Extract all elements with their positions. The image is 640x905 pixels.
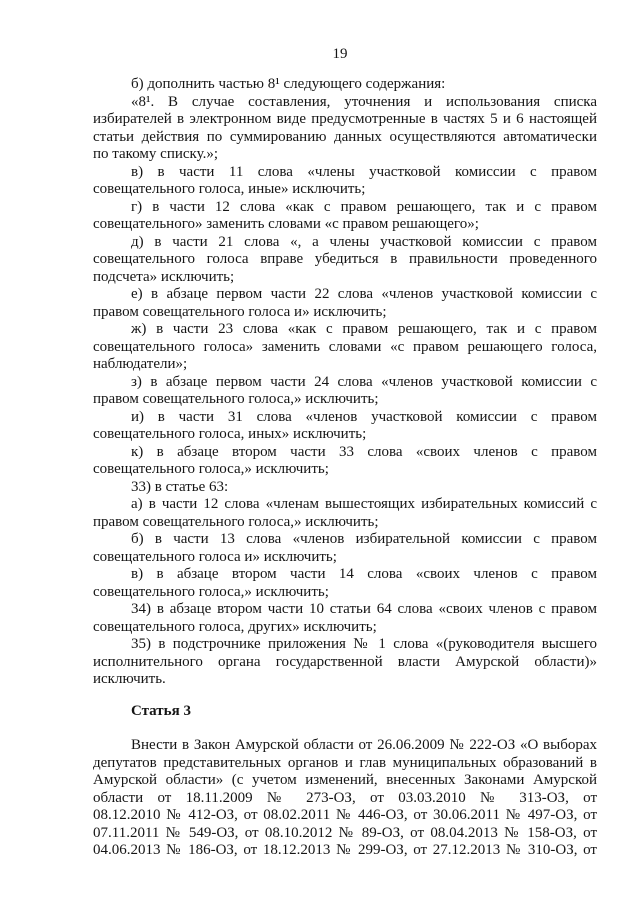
text-line: а) в части 12 слова «членам вышестоящих избирательных комиссий с (131, 496, 597, 512)
text-line: б) в части 13 слова «членов избирательной комиссии с правом (131, 531, 597, 547)
text-line: 08.12.2010 № 412-ОЗ, от 08.02.2011 № 446-ОЗ, от 30.06.2011 № 497-ОЗ, от (93, 807, 597, 823)
paragraph (93, 496, 597, 531)
text-line: к) в абзаце втором части 33 слова «своих членов с правом (131, 443, 597, 460)
paragraph (93, 636, 597, 689)
text-line: «8¹. В случае составления, уточнения и использования списка (131, 93, 597, 110)
text-line: совещательного голоса,» исключить; (93, 461, 329, 477)
text-line: депутатов представительных органов и глав муниципальных образований в (93, 754, 597, 771)
text-line: совещательного голоса и» исключить; (93, 548, 337, 565)
text-line: совещательного голоса, иных» исключить; (93, 426, 367, 442)
text-line: е) в абзаце первом части 22 слова «членов участковой комиссии с (131, 286, 597, 302)
text-line: и) в части 31 слова «членов участковой комиссии с правом (131, 408, 597, 425)
paragraph (93, 479, 597, 497)
text-line: г) в части 12 слова «как с правом решающего, так и с правом (131, 198, 597, 215)
text-line: подсчета» исключить; (93, 268, 235, 285)
paragraph (93, 566, 597, 601)
text-line: наблюдатели»; (93, 356, 188, 372)
text-line: исполнительного органа государственной власти Амурской области)» (93, 653, 597, 670)
article-paragraph (93, 737, 597, 860)
text-line: правом совещательного голоса и» исключить; (93, 303, 387, 320)
text-line: в) в абзаце втором части 14 слова «своих членов с правом (131, 566, 597, 582)
article-heading: Статья 3 (131, 703, 191, 719)
paragraph (93, 531, 597, 566)
text-line: совещательного» заменить словами «с правом решающего»; (93, 216, 479, 232)
text-line: области от 18.11.2009 № 273-ОЗ, от 03.03.2010 № 313-ОЗ, от (93, 789, 597, 806)
paragraph (93, 94, 597, 164)
paragraph (93, 76, 597, 94)
page-number: 19 (332, 46, 348, 62)
text-line: 33) в статье 63: (131, 478, 229, 495)
text-line: в) в части 11 слова «члены участковой комиссии с правом (131, 163, 597, 180)
text-line: правом совещательного голоса,» исключить; (93, 391, 379, 407)
paragraph (93, 234, 597, 287)
text-line: совещательного голоса» заменить словами «с правом решающего голоса, (93, 338, 597, 355)
text-line: 35) в подстрочнике приложения № 1 слова «(руководителя высшего (131, 636, 597, 652)
paragraph (93, 444, 597, 479)
text-line: избирателей в электронном виде предусмотренные в частях 5 и 6 настоящей (93, 111, 597, 127)
text-line: Амурской области» (с учетом изменений, внесенных Законами Амурской (93, 772, 597, 788)
text-line: совещательного голоса,» исключить; (93, 583, 329, 600)
text-line: правом совещательного голоса,» исключить; (93, 513, 379, 530)
text-line: з) в абзаце первом части 24 слова «членов участковой комиссии с (131, 373, 597, 390)
document-body (93, 76, 597, 860)
text-line: 04.06.2013 № 186-ОЗ, от 18.12.2013 № 299-ОЗ, от 27.12.2013 № 310-ОЗ, от (93, 842, 597, 858)
paragraph (93, 199, 597, 234)
paragraph (93, 409, 597, 444)
paragraph (93, 601, 597, 636)
text-line: б) дополнить частью 8¹ следующего содержания: (131, 76, 446, 92)
text-line: статьи действия по суммированию данных осуществляются автоматически (93, 128, 597, 145)
text-line: совещательного голоса вправе убедиться в правильности проведенного (93, 251, 597, 267)
text-line: совещательного голоса, иные» исключить; (93, 181, 366, 197)
paragraph (93, 164, 597, 199)
text-line: ж) в части 23 слова «как с правом решающего, так и с правом (131, 321, 597, 337)
text-line: исключить. (93, 671, 166, 687)
text-line: 07.11.2011 № 549-ОЗ, от 08.10.2012 № 89-ОЗ, от 08.04.2013 № 158-ОЗ, от (93, 824, 597, 841)
text-line: совещательного голоса, других» исключить; (93, 618, 377, 635)
paragraph (93, 286, 597, 321)
text-line: Внести в Закон Амурской области от 26.06.2009 № 222-ОЗ «О выборах (131, 737, 597, 753)
paragraph (93, 374, 597, 409)
paragraph (93, 321, 597, 374)
text-line: д) в части 21 слова «, а члены участковой комиссии с правом (131, 233, 597, 250)
text-line: по такому списку.»; (93, 146, 219, 162)
text-line: 34) в абзаце втором части 10 статьи 64 слова «своих членов с правом (131, 601, 597, 617)
